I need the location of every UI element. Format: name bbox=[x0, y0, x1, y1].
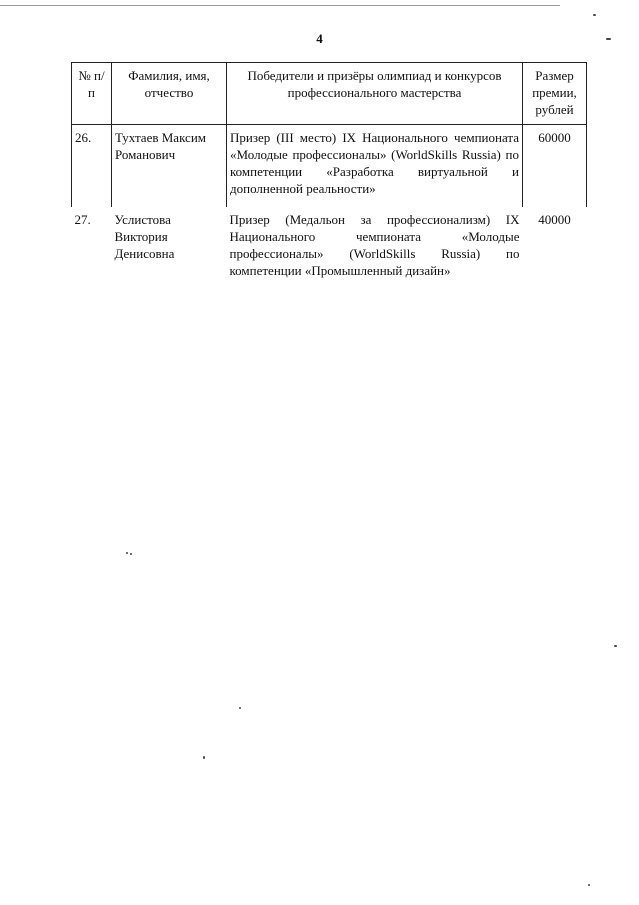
row-full-name: Услистова Виктория Денисовна bbox=[114, 212, 175, 261]
header-full-name: Фамилия, имя, отчество bbox=[112, 63, 227, 125]
scan-speck bbox=[126, 552, 128, 554]
scan-speck bbox=[614, 645, 617, 647]
header-award: Победители и призёры олимпиад и конкурсов профессионального мастерства bbox=[227, 63, 523, 125]
top-scan-edge bbox=[0, 5, 560, 6]
row-prize-amount: 40000 bbox=[538, 212, 571, 227]
scan-speck bbox=[588, 884, 590, 886]
scan-speck bbox=[130, 553, 132, 555]
row-prize-amount: 60000 bbox=[523, 125, 587, 208]
scan-speck bbox=[203, 756, 205, 759]
table-row bbox=[72, 207, 587, 289]
table-row bbox=[72, 125, 587, 208]
scan-speck bbox=[606, 38, 611, 40]
header-prize-amount: Размер премии, рублей bbox=[523, 63, 587, 125]
row-full-name: Тухтаев Максим Романович bbox=[112, 125, 227, 208]
page-number: 4 bbox=[316, 31, 323, 46]
scan-speck bbox=[239, 707, 241, 709]
scan-speck bbox=[593, 14, 596, 16]
header-number: № п/п bbox=[72, 63, 112, 125]
row-award: Призер (Медальон за профессионализм) IX Национального чемпионата «Молодые профессионалы» (WorldSkills Russia) по компетенции «Промышленный дизайн» bbox=[229, 212, 520, 278]
row-number: 27. bbox=[74, 212, 91, 227]
table-header-row bbox=[72, 63, 587, 125]
awards-table bbox=[71, 62, 587, 289]
row-number: 26. bbox=[72, 125, 112, 208]
row-award: Призер (III место) IX Национального чемпионата «Молодые профессионалы» (WorldSkills Russia) по компетенции «Разработка виртуальной и дополненной реальности» bbox=[227, 125, 523, 208]
